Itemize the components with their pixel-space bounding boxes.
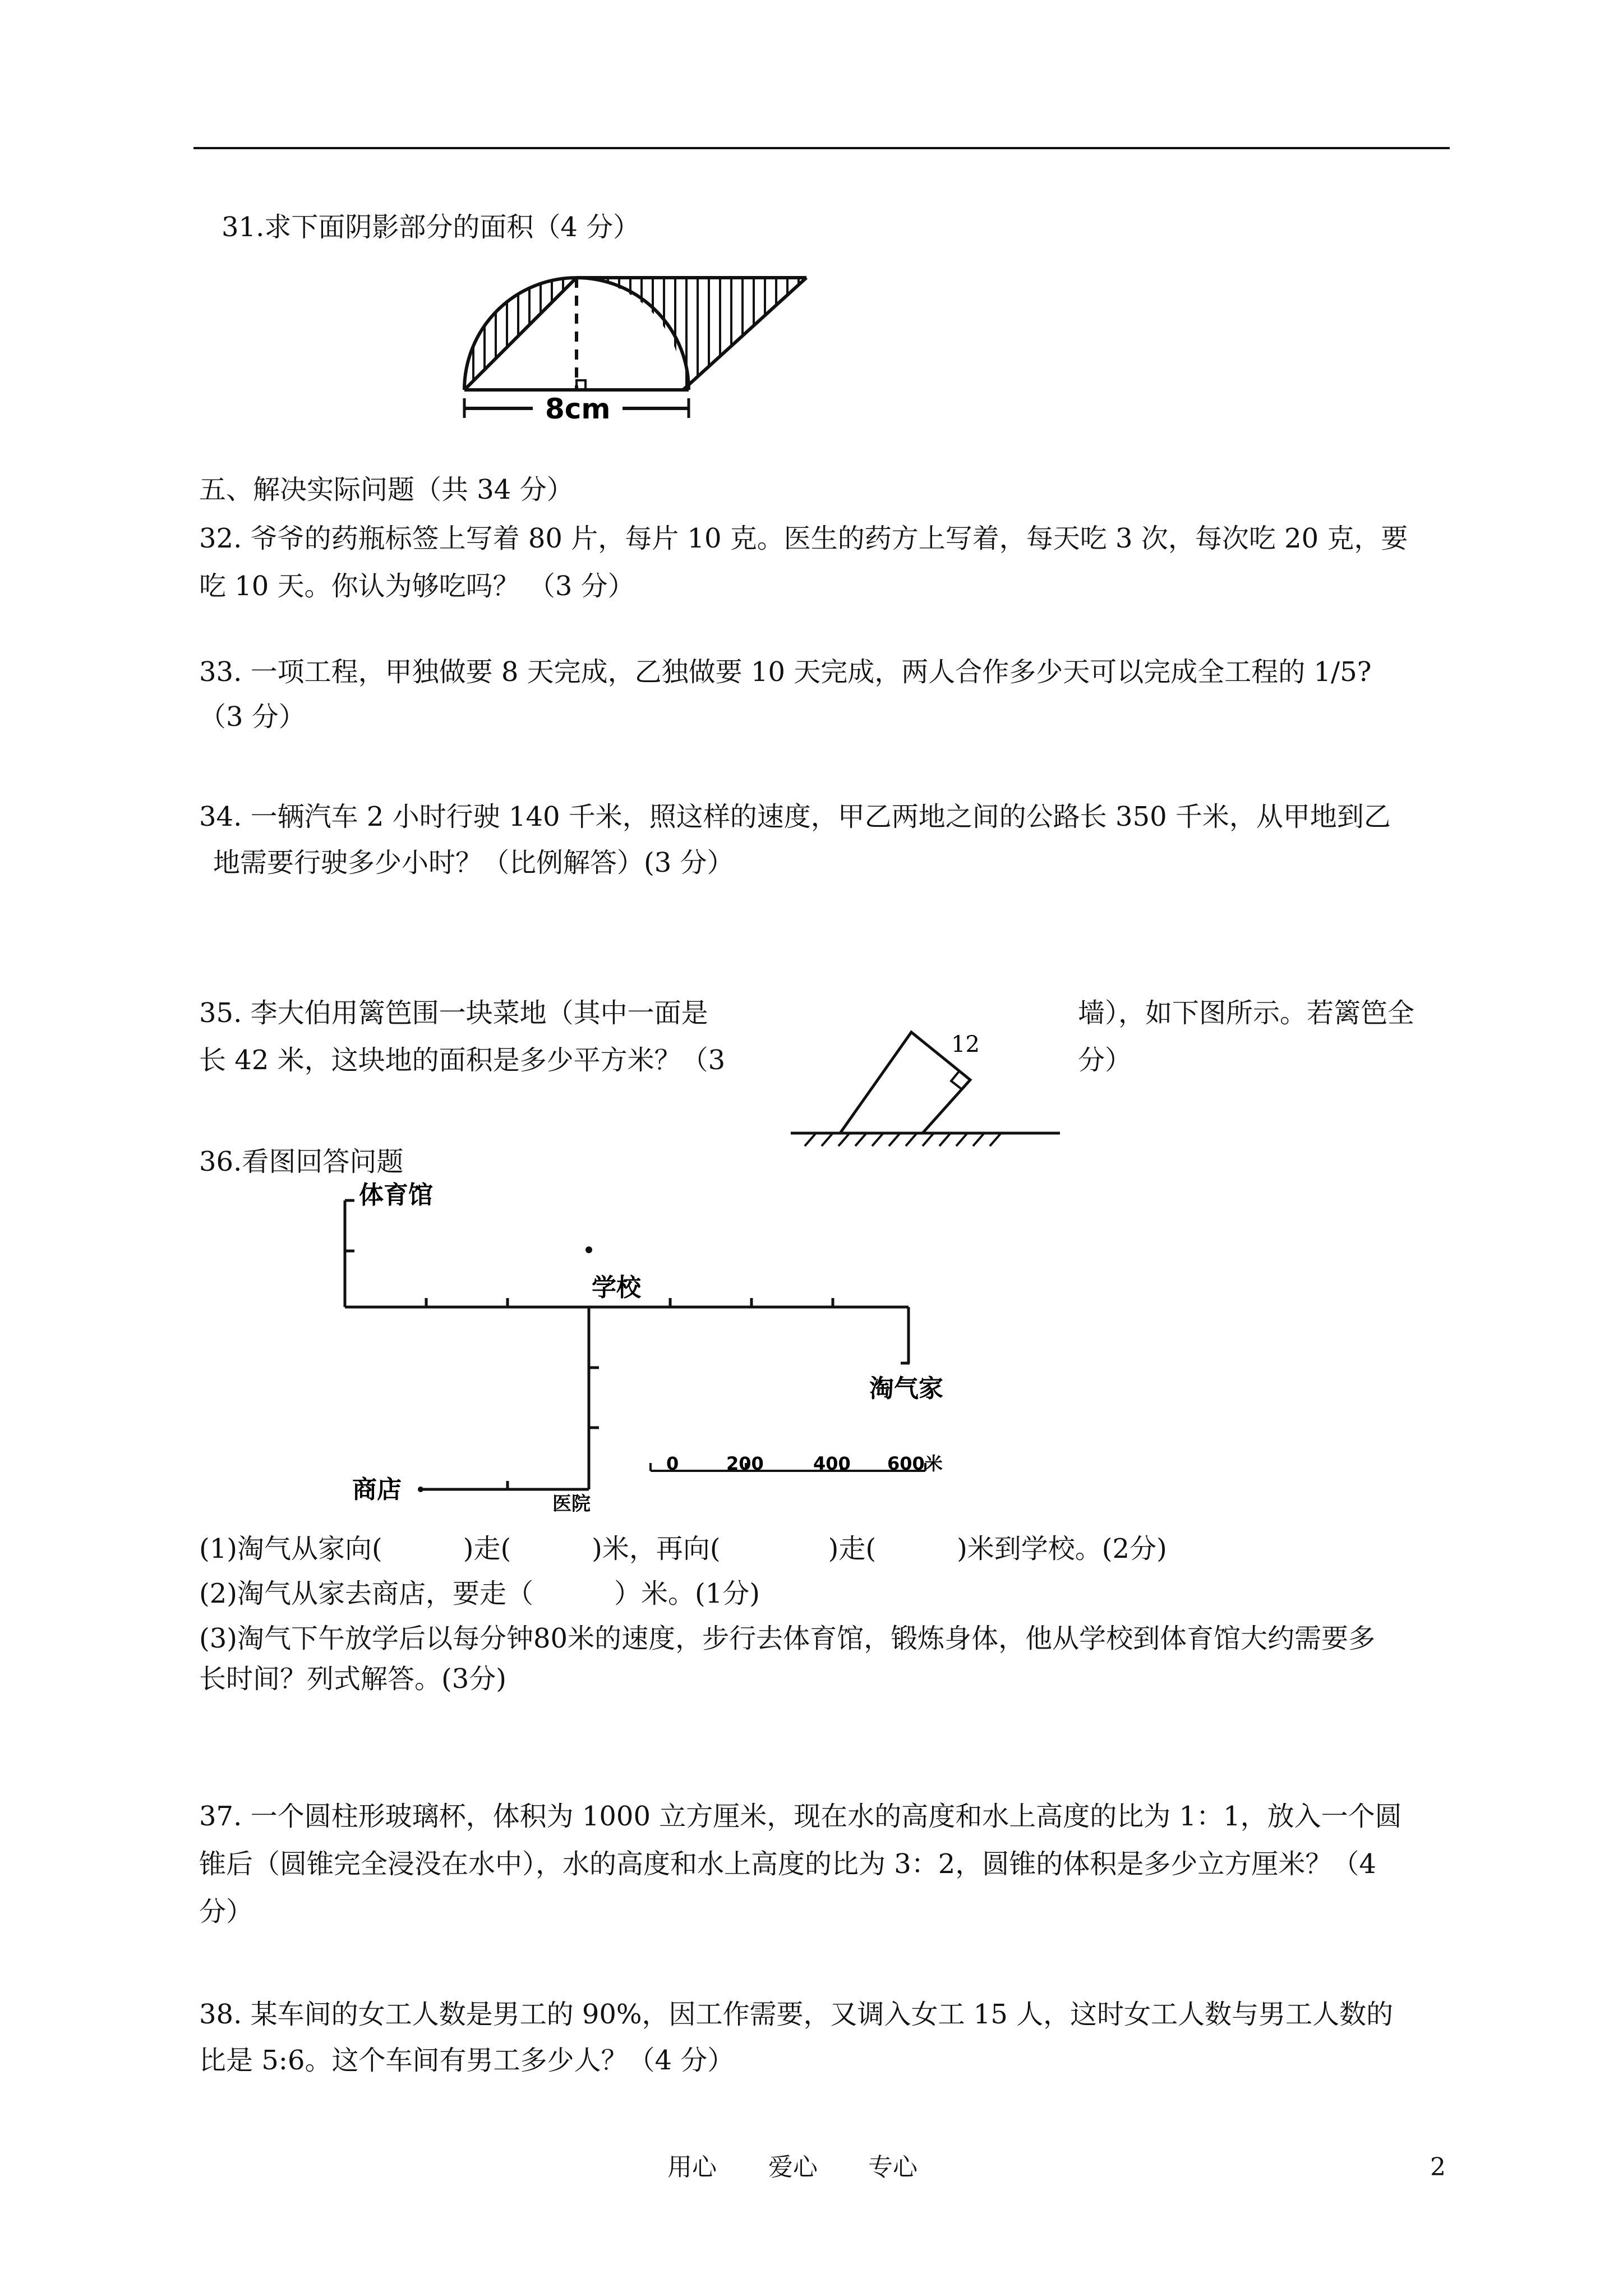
scale-tick-0: 0 [666,1453,679,1474]
q37-line3: 分） [199,1896,253,1927]
q35-fig-label: 12 [951,1032,980,1057]
header-rule [193,147,1450,149]
map-school-label: 学校 [592,1273,641,1302]
q34-line2: 地需要行驶多少小时？（比例解答）(3 分） [213,847,734,878]
page-number: 2 [1430,2153,1446,2182]
q36-sub1: (1)淘气从家向( )走( )米，再向( )走( )米到学校。(2分) [199,1533,1167,1565]
map-hospital-label: 医院 [552,1493,591,1515]
q36-sub2: (2)淘气从家去商店，要走（ ）米。(1分) [199,1578,760,1609]
q38-line1: 38. 某车间的女工人数是男工的 90%，因工作需要，又调入女工 15 人，这时女工人数与男工人数的 [199,1999,1394,2030]
scale-tick-200: 200 [726,1453,764,1474]
map-shop-label: 商店 [352,1475,402,1504]
scale-tick-400: 400 [813,1453,851,1474]
q34-line1: 34. 一辆汽车 2 小时行驶 140 千米，照这样的速度，甲乙两地之间的公路长 350 千米，从甲地到乙 [199,801,1391,832]
q35-part2: 墙），如下图所示。若篱笆全 [1078,997,1415,1029]
map-home-label: 淘气家 [869,1374,943,1403]
q36-sub3-line1: (3)淘气下午放学后以每分钟80米的速度，步行去体育馆，锻炼身体，他从学校到体育馆大约需要多 [199,1623,1376,1654]
q33-line1: 33. 一项工程，甲独做要 8 天完成，乙独做要 10 天完成，两人合作多少天可以完成全工程的 1/5? [199,656,1372,688]
scale-tick-600: 600米 [887,1453,943,1474]
map-gym-label: 体育馆 [359,1181,433,1209]
q37-line2: 锥后（圆锥完全浸没在水中），水的高度和水上高度的比为 3：2，圆锥的体积是多少立方厘米？（4 [199,1848,1376,1880]
shade-right [577,278,806,390]
q32-line2: 吃 10 天。你认为够吃吗？ （3 分） [199,570,635,602]
q33-line2: （3 分） [199,701,306,733]
q35-part4: 分） [1078,1045,1132,1076]
q37-line1: 37. 一个圆柱形玻璃杯，体积为 1000 立方厘米，现在水的高度和水上高度的比为 1：1，放入一个圆 [199,1801,1402,1832]
q35-part1: 35. 李大伯用篱笆围一块菜地（其中一面是 [199,997,708,1029]
footer-motto-2: 爱心 [768,2153,818,2182]
q32-line1: 32. 爷爷的药瓶标签上写着 80 片，每片 10 克。医生的药方上写着，每天吃 3 次，每次吃 20 克，要 [199,523,1408,554]
q36-map [314,1178,976,1515]
q35-part3: 长 42 米，这块地的面积是多少平方米？（3 [199,1045,726,1076]
footer-motto-3: 专心 [868,2153,917,2182]
footer-motto-1: 用心 [667,2153,717,2182]
q38-line2: 比是 5:6。这个车间有男工多少人？（4 分） [199,2045,735,2076]
q36-sub3-line2: 长时间？列式解答。(3分) [199,1663,506,1695]
q31-text: 31.求下面阴影部分的面积（4 分） [222,211,640,243]
q36-title: 36.看图回答问题 [199,1146,404,1177]
q31-figure [449,264,819,432]
section-5-heading: 五、解决实际问题（共 34 分） [199,474,574,505]
q31-dim-label: 8cm [545,393,611,425]
q35-figure [785,1018,1066,1147]
